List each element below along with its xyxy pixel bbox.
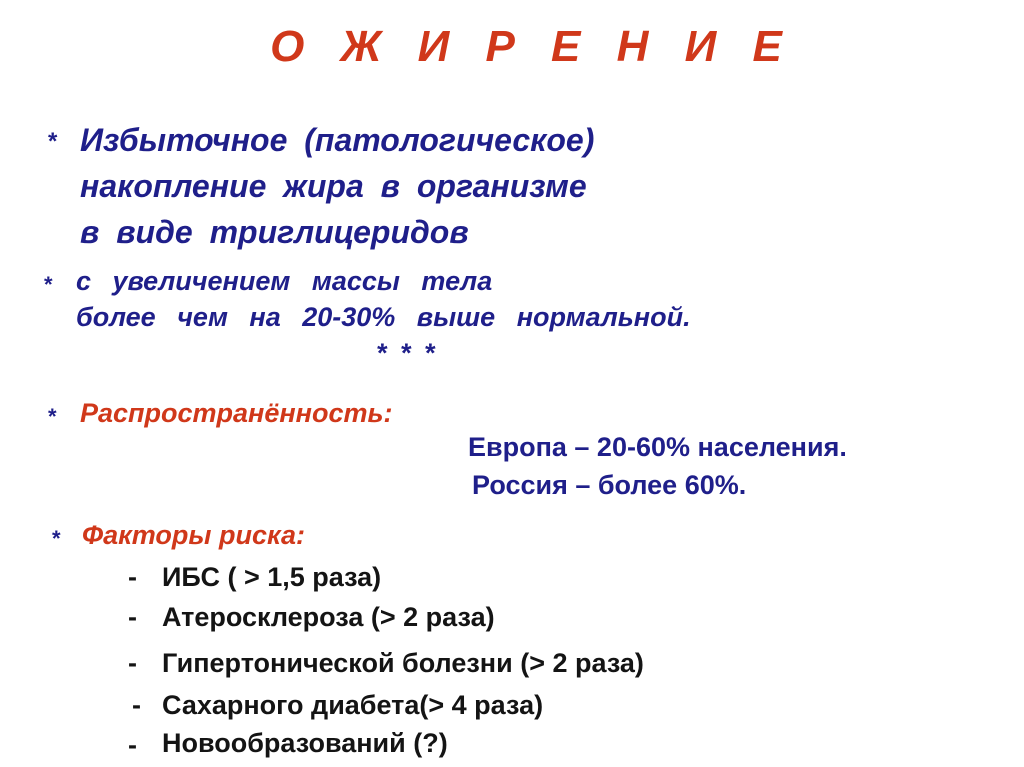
bullet-mass: * — [44, 272, 53, 297]
risk-item-atherosclerosis: Атеросклероза (> 2 раза) — [162, 602, 495, 632]
risk-dash-5: - — [128, 730, 137, 760]
risk-dash-3: - — [128, 648, 137, 678]
risk-item-diabetes: Сахарного диабета(> 4 раза) — [162, 690, 544, 720]
definition-line-2: накопление жира в организме — [80, 168, 587, 204]
risk-dash-1: - — [128, 562, 137, 592]
prevalence-russia: Россия – более 60%. — [472, 470, 747, 500]
bullet-risk: * — [52, 526, 61, 551]
mass-line-2: более чем на 20-30% выше нормальной. — [76, 302, 691, 332]
definition-line-1: Избыточное (патологическое) — [80, 122, 595, 158]
definition-line-3: в виде триглицеридов — [80, 214, 469, 250]
risk-item-hypertension: Гипертонической болезни (> 2 раза) — [162, 648, 644, 678]
bullet-prevalence: * — [48, 404, 57, 429]
bullet-definition: * — [48, 128, 58, 155]
risk-dash-2: - — [128, 602, 137, 632]
risk-item-ibs: ИБС ( > 1,5 раза) — [162, 562, 382, 592]
page-title: О Ж И Р Е Н И Е — [270, 22, 794, 71]
risk-dash-4: - — [132, 690, 141, 720]
prevalence-label: Распространённость: — [80, 398, 393, 428]
mass-line-1: с увеличением массы тела — [76, 266, 493, 296]
risk-item-neoplasms: Новообразований (?) — [162, 728, 448, 758]
prevalence-europe: Европа – 20-60% населения. — [468, 432, 847, 462]
separator-stars: * * * — [376, 338, 435, 368]
risk-label: Факторы риска: — [82, 520, 306, 550]
